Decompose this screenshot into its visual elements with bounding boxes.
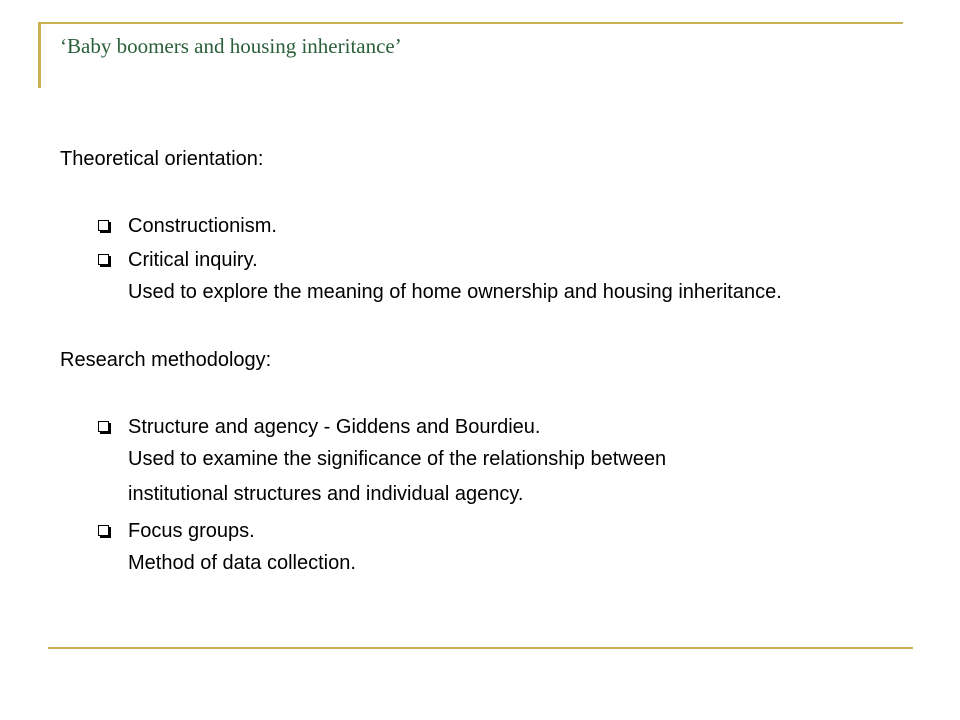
checkbox-bullet-icon <box>98 525 109 536</box>
bullet-text: Critical inquiry. <box>128 249 258 271</box>
bullet-structure-agency <box>60 410 880 444</box>
bullet-text: Focus groups. <box>128 520 255 542</box>
bullet-constructionism <box>60 209 880 243</box>
slide-body <box>60 144 880 578</box>
checkbox-bullet-icon <box>98 220 109 231</box>
checkbox-bullet-icon <box>98 421 109 432</box>
bullet-critical-inquiry <box>60 243 880 277</box>
title-accent-bar <box>38 22 41 88</box>
bullet-focus-groups <box>60 514 880 548</box>
bullet-text: Structure and agency - Giddens and Bourdieu. <box>128 416 541 438</box>
bullet-text: Constructionism. <box>128 215 277 237</box>
focus-note: Method of data collection. <box>128 552 356 574</box>
section-heading-theory: Theoretical orientation: <box>60 148 264 170</box>
structure-note-line1: Used to examine the significance of the relationship between <box>128 448 667 470</box>
theory-note: Used to explore the meaning of home ownership and housing inheritance. <box>128 281 782 303</box>
checkbox-bullet-icon <box>98 254 109 265</box>
section-heading-method: Research methodology: <box>60 349 272 371</box>
top-rule <box>38 22 903 24</box>
structure-note-line2: institutional structures and individual agency. <box>128 483 524 505</box>
bottom-rule <box>48 647 913 649</box>
slide-title: ‘Baby boomers and housing inheritance’ <box>60 34 402 58</box>
